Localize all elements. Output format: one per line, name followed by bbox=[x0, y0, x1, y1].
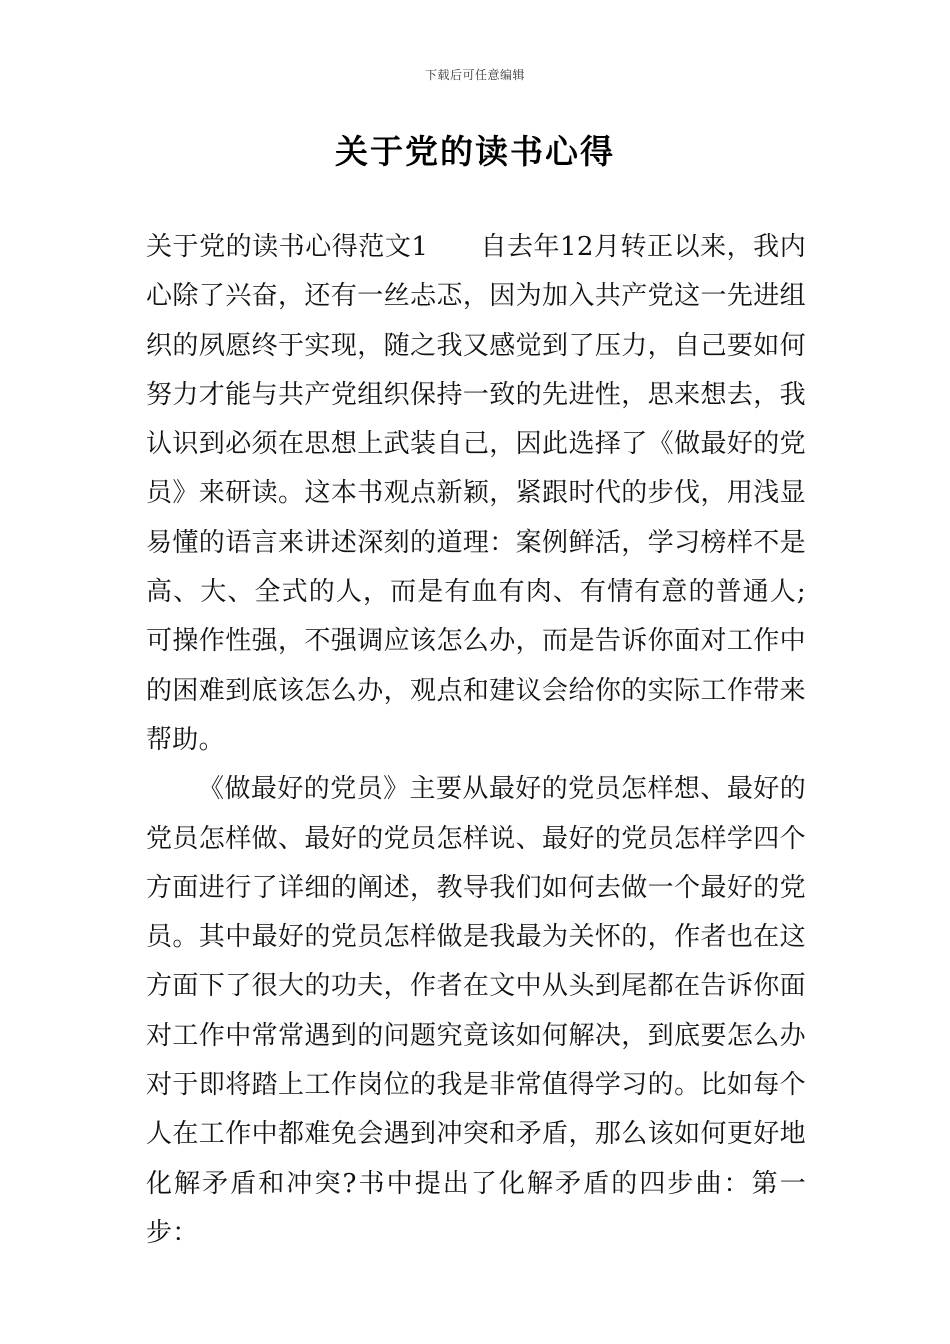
paragraph-2: 《做最好的党员》主要从最好的党员怎样想、最好的党员怎样做、最好的党员怎样说、最好的党员怎样学四个方面进行了详细的阐述，教导我们如何去做一个最好的党员。其中最好的党员怎样做是我最为关怀的，作者也在这方面下了很大的功夫，作者在文中从头到尾都在告诉你面对工作中常常遇到的问题究竟该如何解决，到底要怎么办对于即将踏上工作岗位的我是非常值得学习的。比如每个人在工作中都难免会遇到冲突和矛盾，那么该如何更好地化解矛盾和冲突?书中提出了化解矛盾的四步曲：第一步： bbox=[146, 774, 806, 1248]
page-title: 关于党的读书心得 bbox=[335, 132, 615, 171]
paragraph-1-text: 自去年12月转正以来，我内心除了兴奋，还有一丝忐忑，因为加入共产党这一先进组织的夙愿终于实现，随之我又感觉到了压力，自己要如何努力才能与共产党组织保持一致的先进性，思来想去，我认识到必须在思想上武装自己，因此选择了《做最好的党员》来研读。这本书观点新颖，紧跟时代的步伐，用浅显易懂的语言来讲述深刻的道理：案例鲜活，学习榜样不是高、大、全式的人，而是有血有肉、有情有意的普通人;可操作性强，不强调应该怎么办，而是告诉你面对工作中的困难到底该怎么办，观点和建议会给你的实际工作带来帮助。 bbox=[146, 232, 807, 755]
header-note: 下载后可任意编辑 bbox=[424, 68, 525, 82]
document-body bbox=[146, 223, 806, 1258]
paragraph-1 bbox=[146, 223, 806, 765]
section-subtitle: 关于党的读书心得范文1 bbox=[146, 232, 429, 262]
